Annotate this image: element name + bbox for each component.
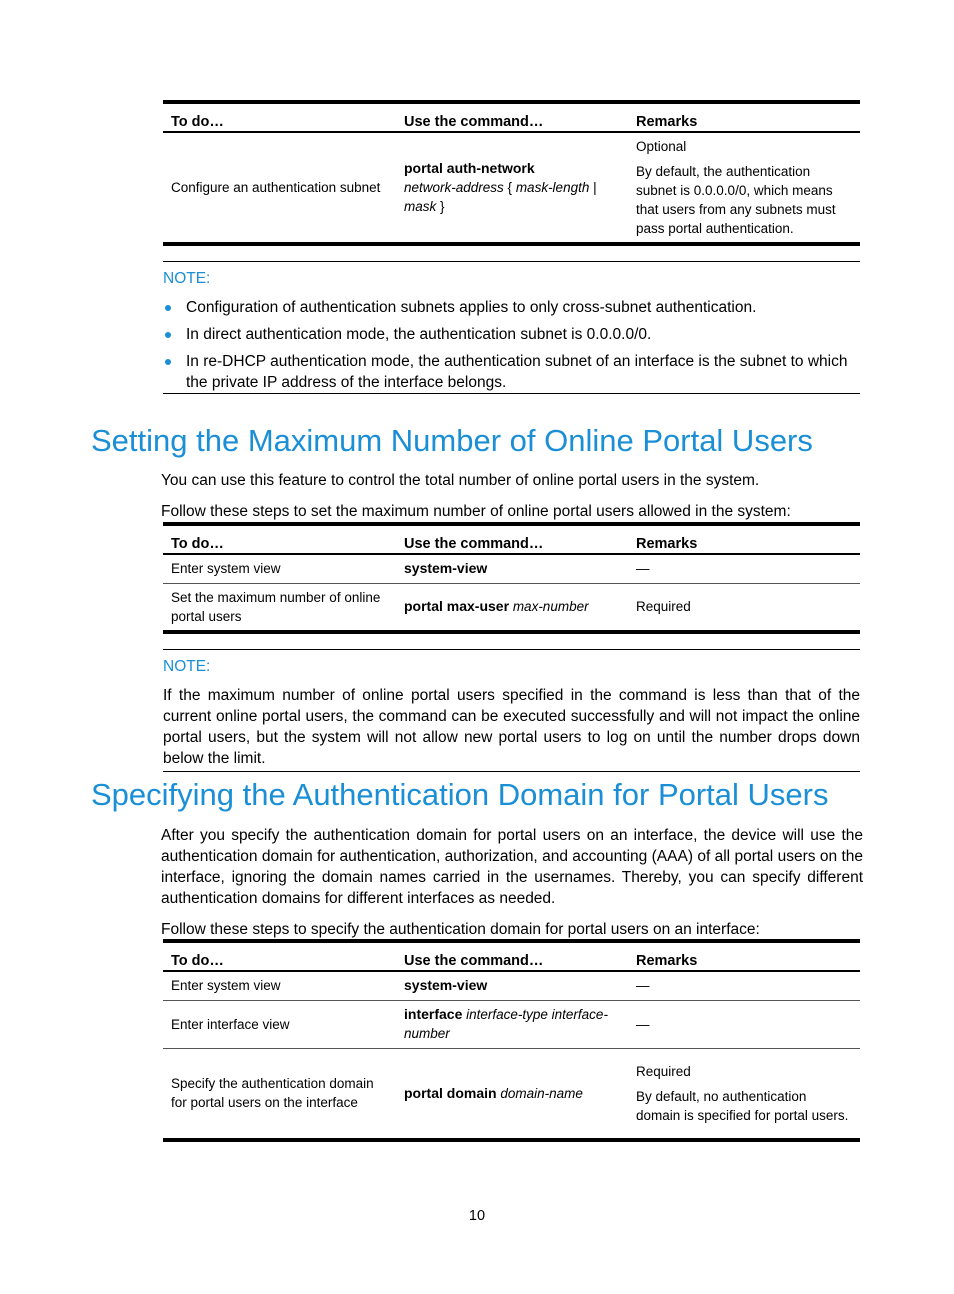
todo-cell: Enter system view	[163, 971, 396, 1000]
command-cell	[396, 971, 628, 1000]
page-number: 10	[468, 1208, 486, 1224]
auth-subnet-table	[163, 100, 860, 246]
note-label: NOTE:	[163, 270, 211, 287]
command-arg: mask-length	[515, 180, 590, 195]
command-cell	[396, 132, 628, 244]
list-item: In direct authentication mode, the authentication subnet is 0.0.0.0/0.	[163, 324, 860, 345]
command-arg: network-address	[404, 180, 504, 195]
table-row	[163, 554, 860, 583]
table-row	[163, 1000, 860, 1048]
section-heading: Specifying the Authentication Domain for Portal Users	[91, 777, 829, 812]
header-todo: To do…	[163, 941, 396, 971]
remarks-cell: —	[628, 1000, 860, 1048]
remarks-cell: —	[628, 554, 860, 583]
command-separator: |	[589, 180, 597, 195]
todo-cell: Enter interface view	[163, 1000, 396, 1048]
command-keyword: system-view	[404, 977, 488, 994]
body-paragraph: Follow these steps to specify the authentication domain for portal users on an interface:	[161, 921, 760, 938]
todo-cell: Configure an authentication subnet	[171, 180, 381, 195]
body-paragraph: Follow these steps to set the maximum number of online portal users allowed in the system:	[161, 503, 791, 520]
command-keyword: portal auth-network	[404, 160, 535, 176]
table-header-row	[163, 941, 860, 971]
command-cell	[396, 554, 628, 583]
remarks-cell	[628, 132, 860, 244]
todo-cell: Specify the authentication domain for portal users on the interface	[171, 1076, 374, 1111]
bullet-icon	[165, 305, 171, 311]
header-command: Use the command…	[396, 941, 628, 971]
remark-detail: By default, the authentication subnet is 0.0.0.0/0, which means that users from any subnets must pass portal authentication.	[636, 164, 836, 236]
command-keyword: portal max-user	[404, 598, 510, 614]
note-list	[163, 297, 860, 393]
command-keyword: portal domain	[404, 1084, 497, 1101]
list-item: In re-DHCP authentication mode, the authentication subnet of an interface is the subnet to which the private IP address of the interface belongs.	[163, 351, 860, 393]
command-brace: }	[436, 199, 445, 214]
table-header-row	[163, 524, 860, 554]
command-cell	[396, 1048, 628, 1140]
table-row	[163, 971, 860, 1000]
command-brace: {	[503, 180, 516, 195]
note-box	[163, 649, 860, 772]
note-label: NOTE:	[163, 658, 211, 675]
bullet-icon	[165, 359, 171, 365]
auth-domain-table	[163, 939, 860, 1142]
header-todo: To do…	[163, 102, 396, 132]
command-arg: interface-type interface-number	[404, 1007, 608, 1041]
command-arg: mask	[404, 199, 437, 214]
header-command: Use the command…	[396, 524, 628, 554]
section-heading: Setting the Maximum Number of Online Portal Users	[91, 423, 813, 458]
header-remarks: Remarks	[628, 941, 860, 971]
body-paragraph: After you specify the authentication domain for portal users on an interface, the device will use the authentication domain for authentication, authorization, and accounting (AAA) of all portal users on the interface, ignoring the domain names carried in the usernames. Thereby, you can specify different authentication domains for different interfaces as needed.	[161, 827, 863, 907]
command-arg: max-number	[512, 599, 589, 614]
remarks-cell	[628, 1048, 860, 1140]
remarks-cell: —	[628, 971, 860, 1000]
command-cell	[396, 583, 628, 632]
todo-cell: Set the maximum number of online portal users	[171, 589, 381, 624]
note-box	[163, 261, 860, 394]
command-arg: domain-name	[500, 1085, 583, 1101]
table-row	[163, 132, 860, 244]
table-row	[163, 1048, 860, 1140]
todo-cell: Enter system view	[163, 554, 396, 583]
bullet-icon	[165, 332, 171, 338]
note-text: If the maximum number of online portal users specified in the command is less than that of the current online portal users, the command can be executed successfully and will not impact the online portal users, but the system will not allow new portal users to log on until the number drops down below the limit.	[163, 687, 860, 767]
remark-detail: By default, no authentication domain is specified for portal users.	[636, 1088, 849, 1123]
command-cell	[396, 1000, 628, 1048]
command-keyword: system-view	[404, 560, 488, 577]
header-todo: To do…	[163, 524, 396, 554]
table-row	[163, 583, 860, 632]
max-user-table	[163, 522, 860, 634]
header-command: Use the command…	[396, 102, 628, 132]
remark-status: Required	[636, 1063, 691, 1079]
header-remarks: Remarks	[628, 524, 860, 554]
list-item: Configuration of authentication subnets applies to only cross-subnet authentication.	[163, 297, 860, 318]
body-paragraph: You can use this feature to control the total number of online portal users in the system.	[161, 472, 760, 489]
remark-status: Optional	[636, 139, 687, 154]
command-keyword: interface	[404, 1006, 463, 1022]
remarks-cell: Required	[636, 599, 691, 614]
table-header-row	[163, 102, 860, 132]
header-remarks: Remarks	[628, 102, 860, 132]
